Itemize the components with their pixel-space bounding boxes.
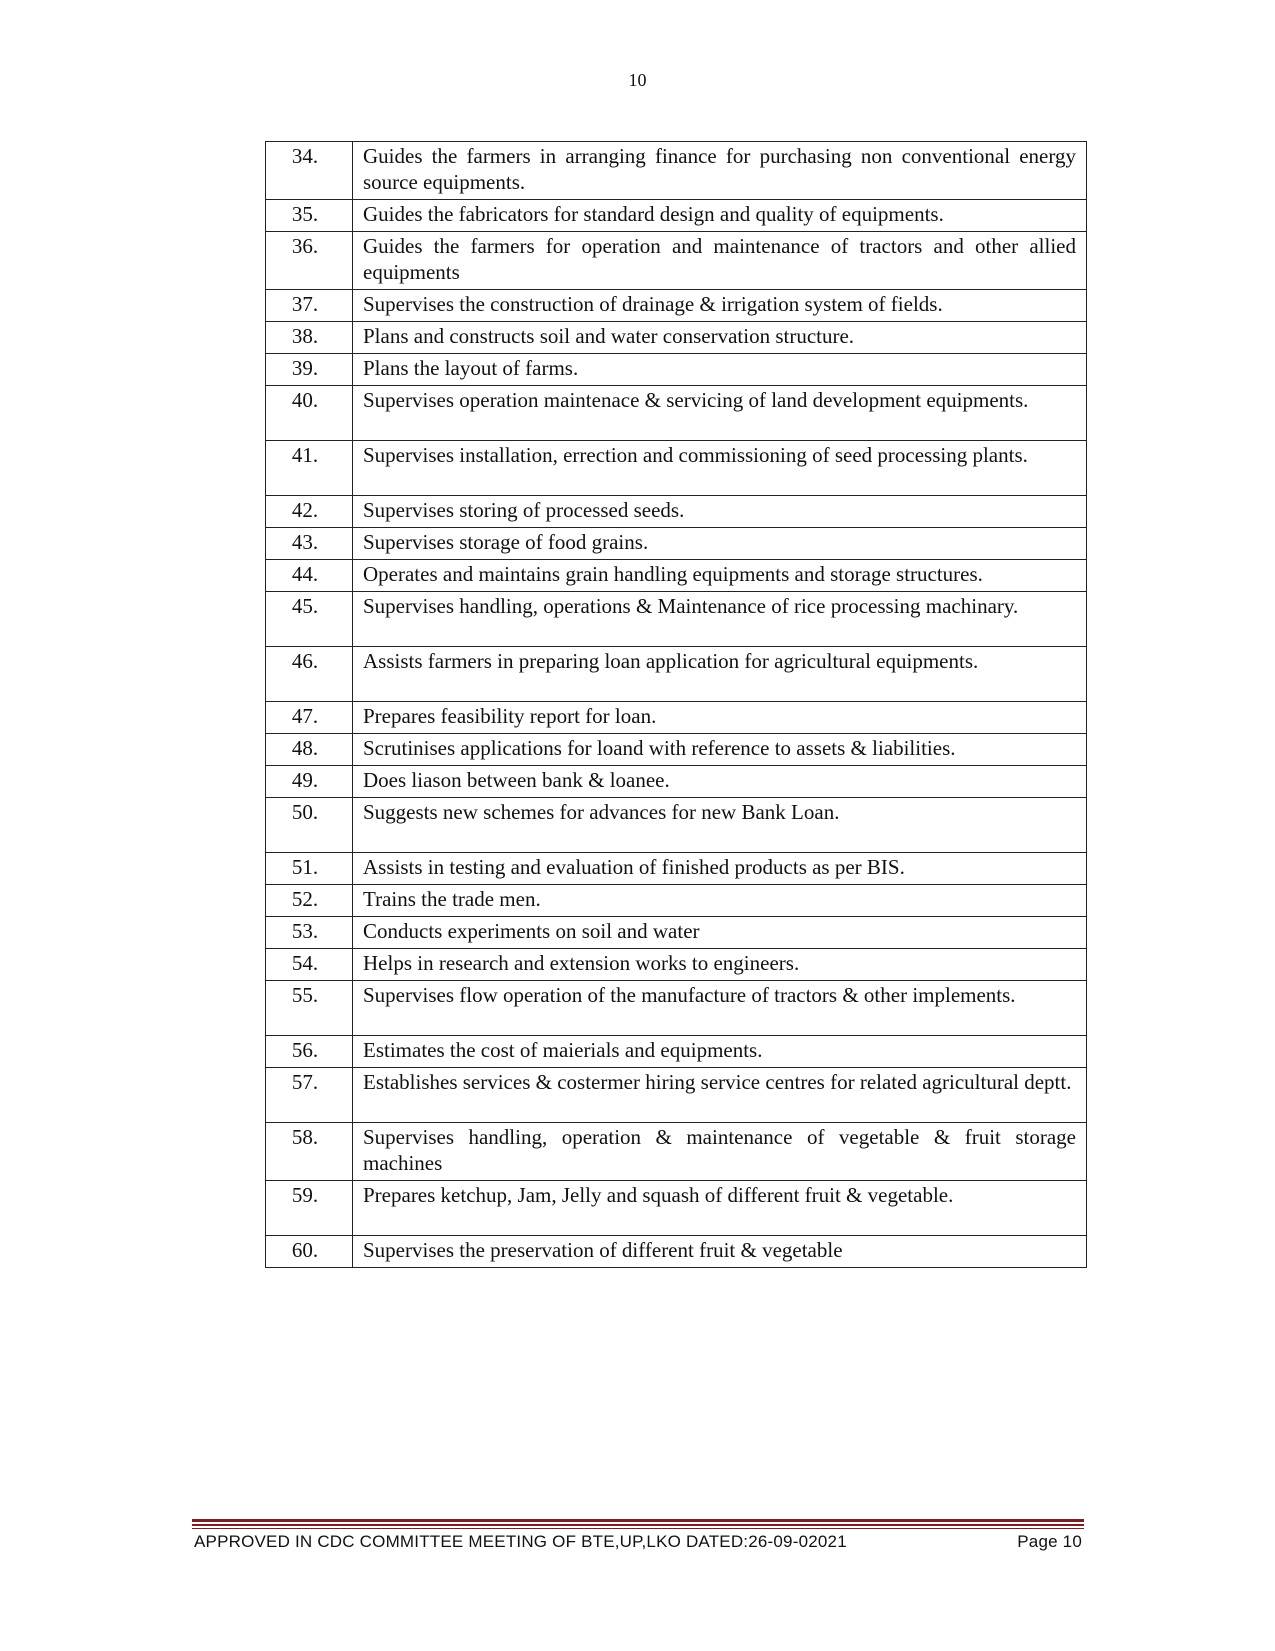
row-description: Supervises operation maintenace & servicing of land development equipments.	[353, 386, 1087, 441]
row-description: Guides the farmers in arranging finance for purchasing non conventional energy source equipments.	[353, 142, 1087, 200]
row-number: 40.	[266, 386, 353, 441]
table-row	[266, 1236, 1087, 1268]
row-number: 37.	[266, 290, 353, 322]
row-number: 38.	[266, 322, 353, 354]
row-description: Supervises handling, operations & Maintenance of rice processing machinary.	[353, 592, 1087, 647]
table-row	[266, 734, 1087, 766]
row-number: 50.	[266, 798, 353, 853]
table-row	[266, 354, 1087, 386]
table-row	[266, 1036, 1087, 1068]
footer-rule	[192, 1528, 1084, 1529]
row-description: Guides the fabricators for standard design and quality of equipments.	[353, 200, 1087, 232]
table-row	[266, 560, 1087, 592]
row-description: Supervises storing of processed seeds.	[353, 496, 1087, 528]
row-description: Plans the layout of farms.	[353, 354, 1087, 386]
row-description: Supervises storage of food grains.	[353, 528, 1087, 560]
row-number: 44.	[266, 560, 353, 592]
table-row	[266, 702, 1087, 734]
table-row	[266, 981, 1087, 1036]
row-description: Prepares feasibility report for loan.	[353, 702, 1087, 734]
row-number: 47.	[266, 702, 353, 734]
row-number: 45.	[266, 592, 353, 647]
row-number: 34.	[266, 142, 353, 200]
table-row	[266, 798, 1087, 853]
row-description: Supervises the construction of drainage & irrigation system of fields.	[353, 290, 1087, 322]
footer-rule	[192, 1519, 1084, 1522]
footer-approval-text: APPROVED IN CDC COMMITTEE MEETING OF BTE,UP,LKO DATED:26-09-02021	[194, 1532, 847, 1551]
row-number: 35.	[266, 200, 353, 232]
row-description: Operates and maintains grain handling equipments and storage structures.	[353, 560, 1087, 592]
page-number: 10	[628, 70, 647, 90]
table-row	[266, 441, 1087, 496]
table-row	[266, 853, 1087, 885]
row-number: 52.	[266, 885, 353, 917]
table-row	[266, 200, 1087, 232]
row-number: 49.	[266, 766, 353, 798]
row-number: 51.	[266, 853, 353, 885]
row-description: Guides the farmers for operation and maintenance of tractors and other allied equipments	[353, 232, 1087, 290]
table-row	[266, 949, 1087, 981]
row-description: Helps in research and extension works to engineers.	[353, 949, 1087, 981]
row-description: Supervises flow operation of the manufacture of tractors & other implements.	[353, 981, 1087, 1036]
row-description: Supervises handling, operation & maintenance of vegetable & fruit storage machines	[353, 1123, 1087, 1181]
row-number: 43.	[266, 528, 353, 560]
footer-page-label: Page 10	[1017, 1532, 1082, 1551]
row-description: Supervises installation, errection and commissioning of seed processing plants.	[353, 441, 1087, 496]
row-number: 58.	[266, 1123, 353, 1181]
row-number: 53.	[266, 917, 353, 949]
row-description: Prepares ketchup, Jam, Jelly and squash of different fruit & vegetable.	[353, 1181, 1087, 1236]
table-row	[266, 885, 1087, 917]
row-description: Supervises the preservation of different fruit & vegetable	[353, 1236, 1087, 1268]
row-description: Assists farmers in preparing loan application for agricultural equipments.	[353, 647, 1087, 702]
row-description: Conducts experiments on soil and water	[353, 917, 1087, 949]
table-row	[266, 766, 1087, 798]
footer-rule	[192, 1524, 1084, 1526]
table-row	[266, 528, 1087, 560]
row-number: 36.	[266, 232, 353, 290]
row-description: Does liason between bank & loanee.	[353, 766, 1087, 798]
row-description: Suggests new schemes for advances for new Bank Loan.	[353, 798, 1087, 853]
row-number: 59.	[266, 1181, 353, 1236]
row-number: 41.	[266, 441, 353, 496]
row-number: 55.	[266, 981, 353, 1036]
row-number: 48.	[266, 734, 353, 766]
table-row	[266, 290, 1087, 322]
table-row	[266, 1181, 1087, 1236]
table-row	[266, 496, 1087, 528]
row-description: Estimates the cost of maierials and equipments.	[353, 1036, 1087, 1068]
table-row	[266, 917, 1087, 949]
row-number: 54.	[266, 949, 353, 981]
table-row	[266, 386, 1087, 441]
table-row	[266, 322, 1087, 354]
row-number: 42.	[266, 496, 353, 528]
table-row	[266, 1068, 1087, 1123]
table-row	[266, 232, 1087, 290]
row-description: Scrutinises applications for loand with reference to assets & liabilities.	[353, 734, 1087, 766]
row-number: 46.	[266, 647, 353, 702]
row-number: 57.	[266, 1068, 353, 1123]
row-number: 60.	[266, 1236, 353, 1268]
table-row	[266, 647, 1087, 702]
row-description: Establishes services & costermer hiring service centres for related agricultural deptt.	[353, 1068, 1087, 1123]
row-number: 39.	[266, 354, 353, 386]
table-row	[266, 592, 1087, 647]
row-description: Assists in testing and evaluation of finished products as per BIS.	[353, 853, 1087, 885]
table-row	[266, 142, 1087, 200]
table-row	[266, 1123, 1087, 1181]
row-description: Plans and constructs soil and water conservation structure.	[353, 322, 1087, 354]
row-description: Trains the trade men.	[353, 885, 1087, 917]
row-number: 56.	[266, 1036, 353, 1068]
duties-table	[265, 141, 1087, 1268]
